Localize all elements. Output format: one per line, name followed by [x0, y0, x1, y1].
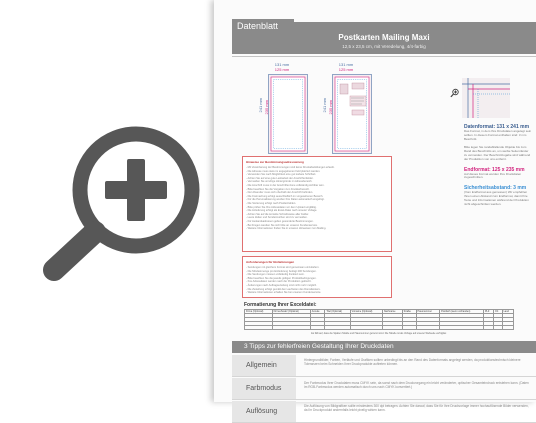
table-header-cell: Titel (Optional) [325, 310, 350, 314]
table-header-cell: Straße [402, 310, 416, 314]
notice-line: - Bei Fragen wenden Sie sich bitte an unseren Kundenservice. [246, 223, 318, 227]
table-header-cell: Land [502, 310, 513, 314]
table-header-cell: Hausnummer [416, 310, 440, 314]
zoom-in-icon[interactable] [32, 118, 222, 288]
notice-line: - Bitte beachten Sie die Vorgaben zum Frankierbereich. [246, 187, 310, 191]
table-header-cell: Firma (Optional) [245, 310, 273, 314]
excel-format-title: Formatierung Ihrer Exceldatei: [244, 302, 317, 308]
notice-line: - Die Adresse muss stets im angegebenen Feld platziert werden. [246, 169, 321, 173]
data-format-text-2: Bitte legen Sie randabfallende Objekte bis zum Rand des Beschnitts an, um weiße Seitenränder zu vermeiden. Der Beschnittzugabe wird während der Produktion von uns entfernt. [464, 145, 531, 161]
width-inner-label: 125 mm [274, 67, 290, 72]
card-back-figure [320, 62, 372, 154]
notice-line: - Verwenden Sie nach Möglichkeit eine gut lesbare Schriftart. [246, 173, 317, 177]
notice-line: - Mit Vereinbarung der Bestimmungen sind keine Druckabwicklungen erlaubt. [246, 166, 335, 169]
notice-line: - Ihre Adressdaten werden nach der Produktion gelöscht. [246, 280, 312, 284]
notice-line: - Achten Sie auf die korrekte Schreibweise aller Felder. [246, 212, 310, 216]
tip-text: Die Auflösung von Bildgrafiken sollte mindestens 300 dpi betragen. Achten Sie darauf, dass Sie für Ihre Druckvorlage immer hochauflösende Bilder verwenden, da Ihr Druckprodukt andernfalls leicht pixelig wirken kann. [304, 404, 529, 413]
height-outer-label: 241 mm [322, 98, 327, 113]
excel-template-table [244, 309, 514, 330]
final-format-text: Auf dieses Format werden Ihre Druckdaten zugeschnitten. [464, 171, 522, 180]
notice-line: - Die Sendungen müssen vollständig frankiert sein. [246, 273, 305, 277]
table-header-cell: Ort [494, 310, 503, 314]
notice-line: - Sendungen mit gleichem Format sind gemeinsam einzuliefern. [246, 266, 320, 269]
tip-row-general [232, 355, 536, 377]
tips-heading: 3 Tipps zur fehlerfreien Gestaltung Ihrer Druckdaten [232, 341, 536, 353]
header-divider [232, 56, 536, 57]
header-tab: Datenblatt [232, 19, 294, 33]
notice-line: - Änderungen nach Auftragserteilung sind nicht mehr möglich. [246, 283, 317, 287]
tip-row-color-mode [232, 378, 536, 400]
height-outer-label: 241 mm [258, 98, 263, 113]
tip-text: Hintergrundbilder, Farben, Verläufe und Grafiken sollten unbedingt bis an den Rand des Datenformats angelegt werden, da produktionstechnisch kleinere Toleranzen beim Schneiden Ihrer Druckprodukte auftreten können. [304, 358, 521, 367]
excel-note: Es fällt auf, dass die Spalten Straße und Hausnummer getrennt sind. Die Tabelle ist als Vorlage auf unserer Webseite verfügbar. [311, 332, 447, 335]
notice-line: - Bitte beachten Sie die jeweils gültigen Produktbedingungen. [246, 276, 317, 280]
notice-line: - Die Mindestmenge pro Einlieferung beträgt 200 Sendungen. [246, 269, 317, 273]
notice-line: - Für die Personalisierung werden Ihre Daten automatisch eingefügt. [246, 198, 325, 202]
tip-label: Farbmodus [232, 378, 296, 399]
notice-line: - Für Auslandsadressen gelten gesonderte Bestimmungen. [246, 219, 314, 223]
tip-text: Der Farbmodus Ihrer Druckdaten muss CMYK sein, da sonst nach dem Druckvorgang ein leicht veränderter, optischer Gesamteindruck entstehen kann. (Daten im RGB-Farbmodus werden automatisch durch uns nach CMYK konvertiert.) [304, 381, 529, 390]
tip-label: Allgemein [232, 355, 296, 376]
notice-line: - Die Sortierung erfolgt nach Postleitzahlen. [246, 201, 297, 205]
delivery-notice-box [242, 256, 392, 298]
addressing-notice-box [242, 156, 392, 252]
tip-label: Auflösung [232, 401, 296, 422]
notice-line: - Weitere Informationen erhalten Sie bei unserem Kundenservice. [246, 291, 322, 295]
format-info-column [464, 124, 532, 211]
safety-margin-heading: Sicherheitsabstand: 3 mm [464, 185, 527, 192]
card-front-outline [268, 74, 308, 154]
safety-margin-text: (Vom Endformat aus gemessen) Wir empfehlen Ihnen einen Abstand zum Endformat, damit Ihre Texte und Informationen während der Produktion nicht abgeschnitten werden. [464, 190, 529, 206]
page-subtitle: 12,5 x 23,5 cm, mit Veredelung, 4/4-farbig [342, 44, 426, 49]
table-header-cell: Vorname (Optional) [350, 310, 382, 314]
notice-line: - Die Zustellung erfolgt gemäß den Laufzeiten des Dienstleisters. [246, 287, 321, 291]
notice-line: - Leere Zeilen und Sonderzeichen sind zu vermeiden. [246, 216, 308, 220]
notice-line: - Die Anlieferung erfolgt als Excel-Datei nach unserer Vorlage. [246, 209, 318, 213]
card-front-figure [256, 62, 308, 154]
table-header-cell: Postfach (wenn vorhanden) [440, 310, 484, 314]
datasheet-page [214, 0, 536, 415]
height-inner-label: 235 mm [264, 100, 269, 115]
addressing-notice-title: Hinweise zur Bestimmungsadressierung [246, 160, 304, 164]
table-row [245, 326, 514, 330]
notice-line: - Bitte prüfen Sie Ihre Adressdaten vor dem Upload sorgfältig. [246, 205, 317, 209]
delivery-notice-title: Anforderungen für Einlieferungen [246, 260, 295, 264]
table-header-cell: PLZ [483, 310, 493, 314]
notice-line: - Vermeiden Sie unruhige Hintergründe im Adressbereich. [246, 180, 313, 184]
notice-line: - Achten Sie auf eine gute Lesbarkeit der Anschriftenfelder. [246, 176, 314, 180]
bleed-detail-graphic [460, 76, 510, 118]
notice-line: - Weitere Informationen finden Sie in unseren Hinweisen zum Mailing. [246, 227, 327, 231]
page-title: Postkarten Mailing Maxi [338, 33, 430, 42]
table-header-cell: Firma Zusatz (Optional) [272, 310, 310, 314]
final-format-heading: Endformat: 125 x 235 mm [464, 166, 525, 173]
zoom-in-icon-small[interactable] [450, 88, 460, 98]
table-header-cell: Nachname [382, 310, 402, 314]
notice-line: - Der Absender muss sich oberhalb der Anschrift befinden. [246, 191, 314, 195]
card-back-outline [332, 74, 372, 154]
notice-line: - Die Freimachung erfolgt ausschließlich im vorgesehenen Bereich. [246, 194, 324, 198]
data-format-heading: Datenformat: 131 x 241 mm [464, 124, 530, 130]
width-outer-label: 131 mm [274, 62, 290, 67]
width-outer-label: 131 mm [338, 62, 354, 67]
height-inner-label: 235 mm [328, 100, 333, 115]
notice-line: - Die Anschrift muss in der Anschriftenzone vollständig sichtbar sein. [246, 183, 325, 187]
data-format-text: Das Format, in dem Ihre Druckdaten angelegt sein sollten. In diesem Format enthalten sind: 3 mm Beschnitt. [464, 129, 532, 141]
width-inner-label: 125 mm [338, 67, 354, 72]
tip-row-resolution [232, 401, 536, 423]
table-header-cell: Anrede [310, 310, 325, 314]
